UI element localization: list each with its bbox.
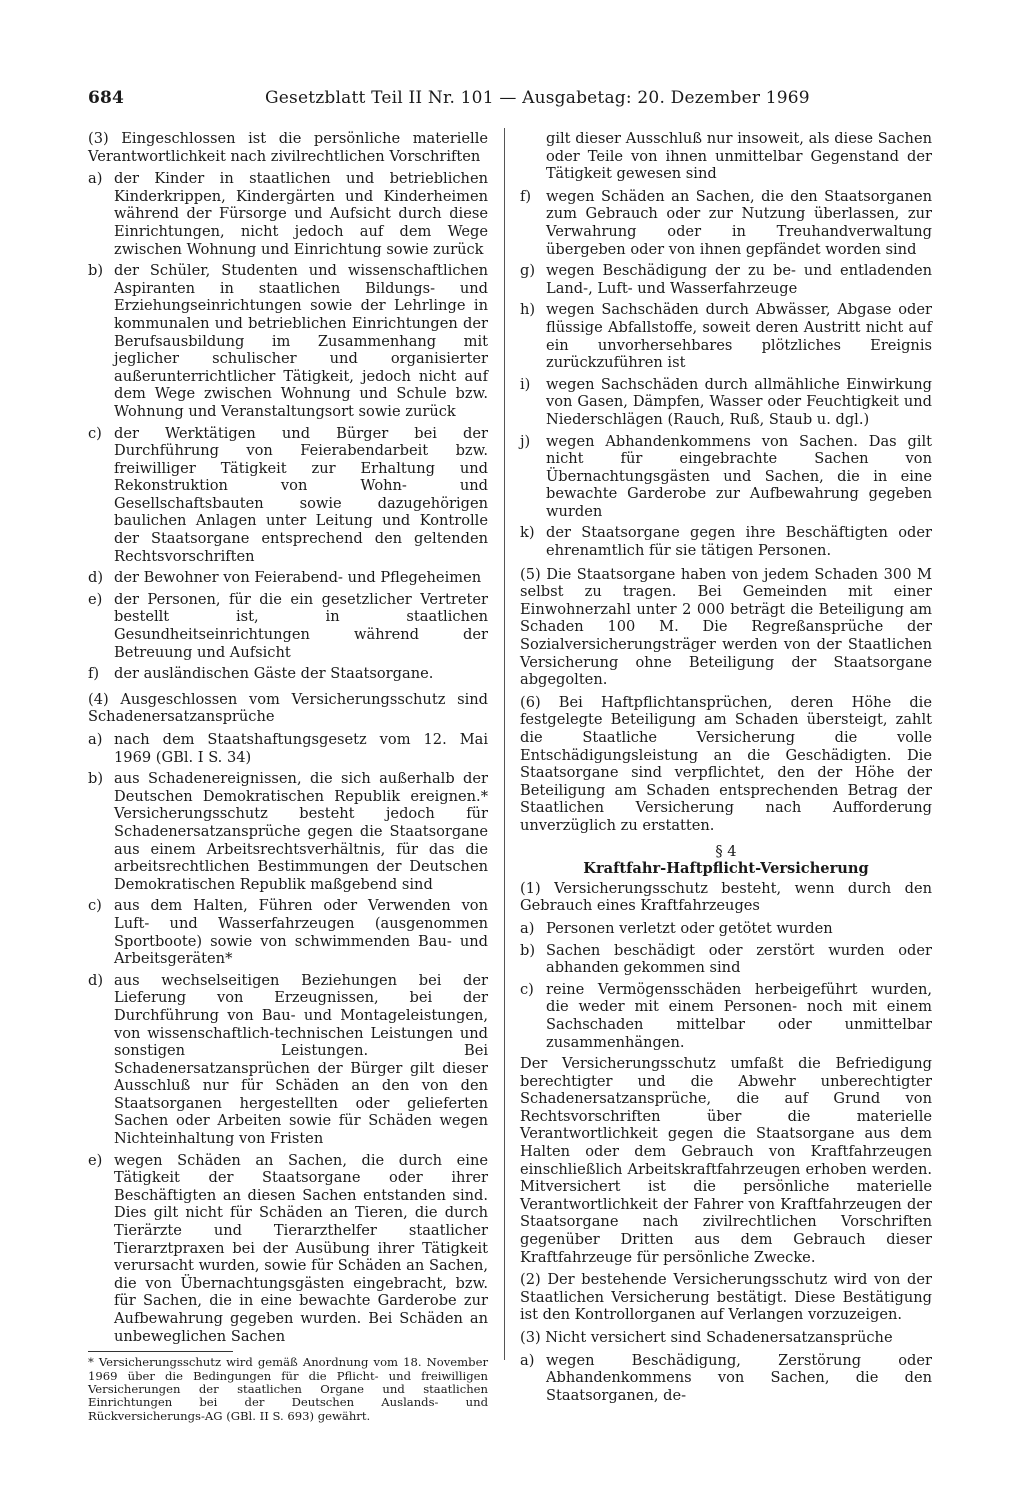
list-item <box>88 170 488 258</box>
list-item <box>88 569 488 587</box>
item-label: a) <box>88 731 103 748</box>
item-label: b) <box>88 770 104 788</box>
item-text: aus dem Halten, Führen oder Verwenden von Luft- und Wasserfahrzeugen (ausgenommen Sportboote) sowie von schwimmenden Bau- und Arbeitsgeräten* <box>114 897 488 968</box>
section-4-paragraph-1-continued: Der Versicherungsschutz umfaßt die Befriedigung berechtigter und die Abwehr unberechtigter Schadenersatzansprüche, die auf Grund von Rechtsvorschriften über die materielle Verantwortlichkeit gegen die Staatsorgane aus dem Halten oder dem Gebrauch von Kraftfahrzeugen einschließlich Arbeitskraftfahrzeugen erhoben werden. Mitversichert ist die persönliche materielle Verantwortlichkeit der Fahrer von Kraftfahrzeugen der Staatsorgane nach zivilrechtlichen Vorschriften gegenüber Dritten aus dem Gebrauch dieser Kraftfahrzeuge für persönliche Zwecke. <box>520 1055 932 1266</box>
paragraph-5: (5) Die Staatsorgane haben von jedem Schaden 300 M selbst zu tragen. Bei Gemeinden mit einer Einwohnerzahl unter 2 000 beträgt die Beteiligung am Schaden 100 M. Die Regreßansprüche der Sozialversicherungsträger werden von der Staatlichen Versicherung ohne Beteiligung der Staatsorgane abgegolten. <box>520 565 932 689</box>
page-number: 684 <box>88 88 125 108</box>
list-item <box>520 1352 932 1405</box>
footnote-divider <box>88 1351 233 1352</box>
item-label: e) <box>88 1151 103 1169</box>
item-label: c) <box>520 980 534 998</box>
section-4-paragraph-2: (2) Der bestehende Versicherungsschutz wird von der Staatlichen Versicherung bestätigt. Diese Bestätigung ist den Kontrollorganen auf Verlangen vorzuzeigen. <box>520 1271 932 1324</box>
section-4-paragraph-1: (1) Versicherungsschutz besteht, wenn durch den Gebrauch eines Kraftfahrzeuges <box>520 879 932 915</box>
section-number: § 4 <box>715 842 737 860</box>
right-column <box>520 130 932 1408</box>
item-label: g) <box>520 262 536 280</box>
item-text: der ausländischen Gäste der Staatsorgane. <box>114 665 434 683</box>
item-text: der Schüler, Studenten und wissenschaftlichen Aspiranten in staatlichen Bildungs- und Erziehungseinrichtungen sowie der Lehrlinge in kommunalen und betrieblichen Einrichtungen der Berufsausbildung im Zusammenhang mit jeglicher schulischer und organisierter außerunterrichtlicher Tätigkeit, jedoch nicht auf dem Wege zwischen Wohnung und Schule bzw. Wohnung und Veranstaltungsort sowie zurück <box>114 262 488 420</box>
item-text: nach dem Staatshaftungsgesetz vom 12. Mai 1969 (GBl. I S. 34) <box>114 731 488 766</box>
list-item <box>520 376 932 429</box>
item-label: a) <box>88 170 103 188</box>
list-item <box>88 770 488 893</box>
item-text: wegen Sachschäden durch allmähliche Einwirkung von Gasen, Dämpfen, Wasser oder Feuchtigkeit und Niederschlägen (Rauch, Ruß, Staub u. dgl.) <box>546 375 932 428</box>
item-text: wegen Schäden an Sachen, die den Staatsorganen zum Gebrauch oder zur Nutzung überlassen, zur Verwahrung oder in Treuhandverwaltung übergeben oder von ihnen gepfändet worden sind <box>546 187 932 258</box>
item-text: der Kinder in staatlichen und betrieblichen Kinderkrippen, Kindergärten und Kinderheimen während der Fürsorge und Aufsicht durch diese Einrichtungen, nicht jedoch auf dem Wege zwischen Wohnung und Einrichtung sowie zurück <box>114 170 488 258</box>
section-4-paragraph-3: (3) Nicht versichert sind Schadenersatzansprüche <box>520 1329 893 1346</box>
item-label: d) <box>88 569 104 587</box>
item-text: wegen Abhandenkommens von Sachen. Das gilt nicht für eingebrachte Sachen von Übernachtungsgästen und Sachen, die in eine bewachte Garderobe zur Aufbewahrung gegeben wurden <box>546 432 932 520</box>
paragraph-6: (6) Bei Haftpflichtansprüchen, deren Höhe die festgelegte Beteiligung am Schaden übersteigt, zahlt die Staatliche Versicherung die volle Entschädigungsleistung an die Geschädigten. Die Staatsorgane sind verpflichtet, den der Höhe der Beteiligung am Schaden entsprechenden Betrag der Staatlichen Versicherung nach Aufforderung unverzüglich zu erstatten. <box>520 693 932 834</box>
item-text: der Personen, für die ein gesetzlicher Vertreter bestellt ist, in staatlichen Gesundheitseinrichtungen während der Betreuung und Aufsicht <box>114 590 488 661</box>
list-item <box>520 262 932 297</box>
item-label: i) <box>520 375 531 393</box>
left-column <box>88 130 488 1428</box>
item-label: e) <box>88 590 103 608</box>
item-text: wegen Schäden an Sachen, die durch eine Tätigkeit der Staatsorgane oder ihrer Beschäftigten an diesen Sachen entstanden sind. Dies gilt nicht für Schäden an Tieren, die durch Tierärzte und Tierarzthelfer staatlicher Tierarztpraxen bei der Ausübung ihrer Tätigkeit verursacht wurden, sowie für Schäden an Sachen, die von Übernachtungsgästen eingebracht, bzw. für Sachen, die in eine bewachte Garderobe zur Aufbewahrung gegeben wurden. Bei Schäden an unbeweglichen Sachen <box>114 1151 488 1345</box>
running-title: Gesetzblatt Teil II Nr. 101 — Ausgabetag: 20. Dezember 1969 <box>265 88 810 108</box>
item-label: c) <box>88 897 102 915</box>
item-text: wegen Beschädigung, Zerstörung oder Abhandenkommens von Sachen, die den Staatsorganen, de- <box>546 1351 932 1404</box>
item-text: wegen Sachschäden durch Abwässer, Abgase oder flüssige Abfallstoffe, soweit deren Austritt nicht auf ein unvorhersehbares plötzliches Ereignis zurückzuführen ist <box>546 301 932 372</box>
item-text: der Werktätigen und Bürger bei der Durchführung von Feierabendarbeit bzw. freiwilliger Tätigkeit zur Erhaltung und Rekonstruktion von Wohn- und Gesellschaftsbauten sowie dazugehörigen baulichen Anlagen unter Leitung und Kontrolle der Staatsorgane entsprechend den geltenden Rechtsvorschriften <box>114 424 488 565</box>
paragraph-4-intro: (4) Ausgeschlossen vom Versicherungsschutz sind Schadenersatzansprüche <box>88 690 488 726</box>
list-item <box>88 731 488 766</box>
column-divider <box>504 128 505 1360</box>
item-label: j) <box>520 432 531 450</box>
item-label: a) <box>520 1351 535 1369</box>
list-item <box>88 262 488 420</box>
list-item <box>520 942 932 977</box>
paragraph-3-intro: (3) Eingeschlossen ist die persönliche materielle Verantwortlichkeit nach zivilrechtlichen Vorschriften <box>88 130 488 165</box>
list-item <box>520 524 932 559</box>
item-text: Sachen beschädigt oder zerstört wurden oder abhanden gekommen sind <box>546 941 932 977</box>
list-item <box>520 188 932 258</box>
list-item <box>88 897 488 967</box>
item-text: wegen Beschädigung der zu be- und entladenden Land-, Luft- und Wasserfahrzeuge <box>546 262 932 297</box>
item-label: f) <box>88 665 100 683</box>
list-item <box>520 981 932 1051</box>
list-item <box>88 1152 488 1346</box>
item-label: b) <box>520 941 536 959</box>
list-item <box>520 301 932 371</box>
item-label: c) <box>88 424 102 442</box>
list-item <box>520 920 932 938</box>
section-title: Kraftfahr-Haftpflicht-Versicherung <box>583 860 869 878</box>
item-label: d) <box>88 971 104 989</box>
list-item <box>88 665 488 683</box>
item-label: h) <box>520 301 536 319</box>
item-text: reine Vermögensschäden herbeigeführt wurden, die weder mit einem Personen- noch mit einem Sachschaden mittelbar oder unmittelbar zusammenhängen. <box>546 980 932 1051</box>
item-label: k) <box>520 524 535 542</box>
continuation-text: gilt dieser Ausschluß nur insoweit, als diese Sachen oder Teile von ihnen unmittelbar Gegenstand der Tätigkeit gewesen sind <box>546 130 932 183</box>
item-text: Personen verletzt oder getötet wurden <box>546 919 833 937</box>
list-item <box>88 591 488 661</box>
item-label: b) <box>88 262 104 280</box>
item-label: a) <box>520 919 535 937</box>
item-text: der Bewohner von Feierabend- und Pflegeheimen <box>114 569 482 587</box>
list-item <box>88 972 488 1148</box>
item-text: der Staatsorgane gegen ihre Beschäftigten oder ehrenamtlich für sie tätigen Personen. <box>546 524 932 560</box>
footnote: * Versicherungsschutz wird gemäß Anordnung vom 18. November 1969 über die Bedingungen für die Pflicht- und freiwilligen Versicherungen der staatlichen Organe und staatlichen Einrichtungen bei der Deutschen Auslands- und Rückversicherungs-AG (GBl. II S. 693) gewährt. <box>88 1355 488 1423</box>
item-label: f) <box>520 187 532 205</box>
item-text: aus wechselseitigen Beziehungen bei der Lieferung von Erzeugnissen, bei der Durchführung von Bau- und Montageleistungen, von wissenschaftlich-technischen Leistungen und sonstigen Leistungen. Bei Schadenersatzansprüchen der Bürger gilt dieser Ausschluß nur für Schäden an den von den Staatsorganen hergestellten oder gelieferten Sachen oder Arbeiten sowie für Schäden wegen Nichteinhaltung von Fristen <box>114 971 488 1148</box>
list-item <box>88 425 488 566</box>
item-text: aus Schadenereignissen, die sich außerhalb der Deutschen Demokratischen Republik ereignen.* Versicherungsschutz besteht jedoch für Schadenersatzansprüche gegen die Staatsorgane aus einem Arbeitsrechtsverhältnis, für das die arbeitsrechtlichen Bestimmungen der Deutschen Demokratischen Republik maßgebend sind <box>114 770 488 893</box>
list-item <box>520 433 932 521</box>
